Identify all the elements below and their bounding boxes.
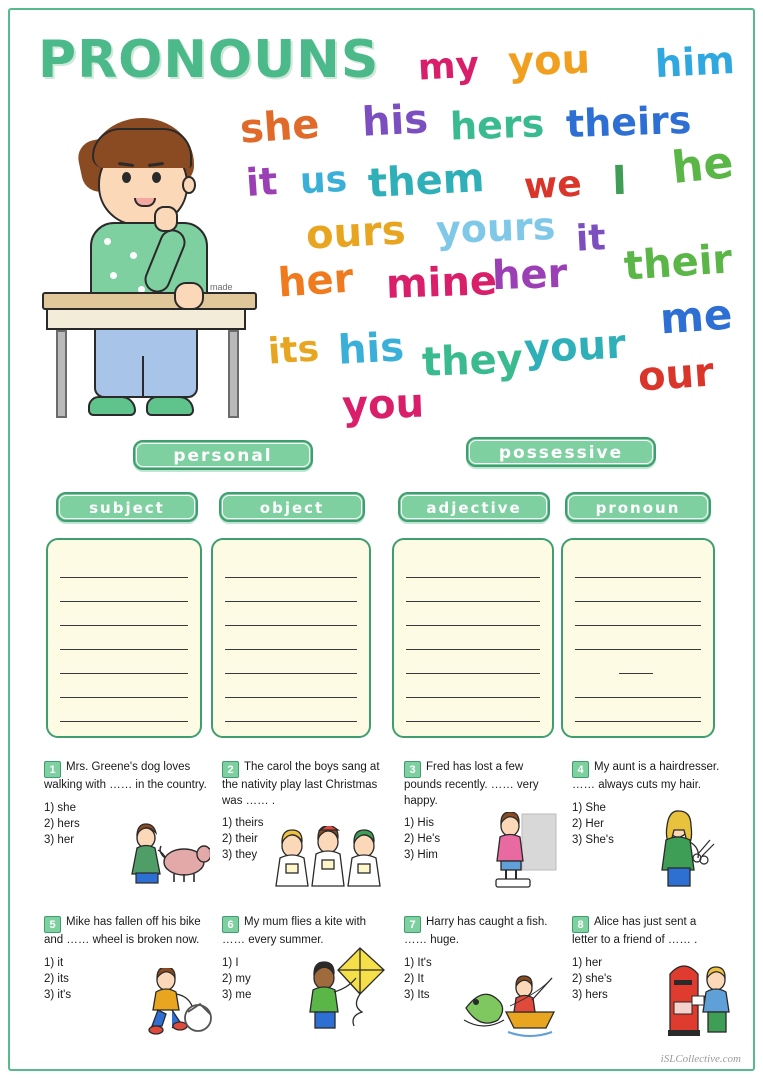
- cloud-word: I: [611, 157, 628, 205]
- exercise-question: [572, 915, 722, 949]
- exercise-option[interactable]: 2) my: [222, 972, 251, 985]
- exercise-option[interactable]: 3) it's: [44, 988, 72, 1001]
- exercise-option[interactable]: 3) Him: [404, 849, 438, 861]
- answer-line[interactable]: [60, 602, 188, 626]
- exercise-option[interactable]: 1) His: [404, 817, 435, 829]
- category-label: possessive: [469, 440, 653, 464]
- cloud-word: it: [574, 217, 607, 260]
- exercise-question: [222, 760, 388, 809]
- cloud-word: ours: [304, 207, 407, 259]
- answer-line[interactable]: [60, 674, 188, 698]
- cloud-word: you: [507, 36, 591, 86]
- answer-line[interactable]: [575, 602, 701, 626]
- exercise-option[interactable]: 2) its: [44, 972, 69, 985]
- category-header-personal: [133, 440, 313, 470]
- exercise-question-text: Alice has just sent a letter to a friend of …… .: [572, 916, 698, 946]
- answer-line[interactable]: [619, 650, 653, 674]
- answer-line[interactable]: [60, 626, 188, 650]
- exercise-option[interactable]: 3) hers: [572, 988, 608, 1001]
- exercise-option[interactable]: 2) their: [222, 833, 258, 845]
- cloud-word: his: [336, 324, 406, 374]
- exercise-number-badge: 5: [44, 916, 61, 933]
- exercise-option[interactable]: 2) Her: [572, 817, 604, 830]
- cloud-word: your: [522, 321, 627, 373]
- answer-line[interactable]: [60, 650, 188, 674]
- subcategory-header-object: [219, 492, 365, 522]
- exercise-option[interactable]: 3) her: [44, 833, 75, 846]
- source-credit: iSLCollective.com: [660, 1053, 741, 1065]
- cloud-word: our: [636, 349, 716, 401]
- subcategory-label: pronoun: [568, 495, 708, 519]
- fishing-boat-icon: [462, 962, 558, 1045]
- answer-line[interactable]: [225, 602, 357, 626]
- category-label: personal: [136, 443, 310, 467]
- cloud-word: me: [658, 289, 734, 344]
- cloud-word: him: [653, 37, 736, 87]
- subject-answers[interactable]: [46, 538, 202, 738]
- thinking-boy-illustration: [42, 110, 257, 430]
- answer-line[interactable]: [575, 554, 701, 578]
- exercise-number-badge: 3: [404, 761, 421, 778]
- exercise-question-text: My mum flies a kite with …… every summer.: [222, 916, 367, 946]
- answer-line[interactable]: [406, 698, 540, 722]
- answer-line[interactable]: [225, 674, 357, 698]
- exercise-question-text: The carol the boys sang at the nativity play last Christmas was …… .: [222, 761, 380, 807]
- exercise-option[interactable]: 1) I: [222, 956, 239, 969]
- exercise-option[interactable]: 1) It's: [404, 956, 432, 969]
- answer-line[interactable]: [60, 578, 188, 602]
- choir-children-icon: [272, 826, 388, 893]
- exercise-option[interactable]: 2) she's: [572, 972, 612, 985]
- woman-dog-icon: [124, 820, 210, 893]
- author-mark: made: [210, 282, 233, 292]
- exercise-question-text: Fred has lost a few pounds recently. …… very happy.: [404, 761, 539, 807]
- answer-line[interactable]: [406, 674, 540, 698]
- exercise-question-text: Mrs. Greene's dog loves walking with …… in the country.: [44, 761, 207, 791]
- cloud-word: its: [266, 328, 321, 373]
- exercise-number-badge: 8: [572, 916, 589, 933]
- exercise-option[interactable]: 1) theirs: [222, 817, 264, 829]
- answer-line[interactable]: [406, 578, 540, 602]
- answer-line[interactable]: [406, 650, 540, 674]
- exercise-option[interactable]: 1) she: [44, 801, 76, 814]
- cloud-word: us: [298, 158, 349, 203]
- cloud-word: yours: [435, 203, 557, 253]
- cloud-word: her: [276, 255, 355, 307]
- answer-line[interactable]: [225, 650, 357, 674]
- subcategory-label: object: [222, 495, 362, 519]
- cloud-word: my: [416, 44, 481, 89]
- exercise-question-text: My aunt is a hairdresser. …… always cuts my hair.: [572, 761, 720, 791]
- exercise-question: [404, 760, 562, 809]
- exercise-option[interactable]: 2) It: [404, 972, 424, 985]
- answer-line[interactable]: [225, 698, 357, 722]
- subcategory-label: adjective: [401, 495, 547, 519]
- cloud-word: mine: [385, 258, 498, 308]
- cloud-word: he: [669, 136, 736, 195]
- answer-line[interactable]: [225, 578, 357, 602]
- cloud-word: theirs: [565, 97, 693, 147]
- subcategory-header-adjective: [398, 492, 550, 522]
- answer-line[interactable]: [60, 554, 188, 578]
- answer-line[interactable]: [406, 554, 540, 578]
- cloud-word: they: [421, 336, 524, 386]
- cloud-word: his: [360, 96, 430, 146]
- answer-line[interactable]: [225, 626, 357, 650]
- exercise-option[interactable]: 2) hers: [44, 817, 80, 830]
- exercise-question-text: Mike has fallen off his bike and …… wheel is broken now.: [44, 916, 201, 946]
- kite-boy-icon: [298, 944, 390, 1039]
- exercise-option[interactable]: 3) they: [222, 849, 258, 861]
- woman-on-scale-icon: [488, 812, 558, 895]
- subcategory-header-subject: [56, 492, 198, 522]
- page-title: PRONOUNS: [38, 30, 380, 90]
- answer-line[interactable]: [575, 674, 701, 698]
- answer-line[interactable]: [575, 626, 701, 650]
- exercise-number-badge: 1: [44, 761, 61, 778]
- exercise-question: [404, 915, 562, 949]
- cloud-word: you: [341, 380, 425, 430]
- category-header-possessive: [466, 437, 656, 467]
- answer-line[interactable]: [406, 602, 540, 626]
- answer-line[interactable]: [575, 578, 701, 602]
- exercise-number-badge: 2: [222, 761, 239, 778]
- cloud-word: them: [366, 154, 486, 208]
- cloud-word: hers: [449, 101, 545, 149]
- answer-line[interactable]: [225, 554, 357, 578]
- object-answers[interactable]: [211, 538, 371, 738]
- exercise-option[interactable]: 3) She's: [572, 833, 614, 846]
- exercise-number-badge: 6: [222, 916, 239, 933]
- exercise-question: [44, 915, 212, 949]
- answer-line[interactable]: [60, 698, 188, 722]
- exercise-number-badge: 7: [404, 916, 421, 933]
- adjective-answers[interactable]: [392, 538, 554, 738]
- exercise-option[interactable]: 3) Its: [404, 988, 430, 1001]
- hairdresser-icon: [652, 810, 718, 895]
- cloud-word: her: [491, 250, 569, 300]
- pronoun-answers[interactable]: [561, 538, 715, 738]
- subcategory-header-pronoun: [565, 492, 711, 522]
- cloud-word: we: [522, 163, 583, 208]
- exercise-number-badge: 4: [572, 761, 589, 778]
- boy-bike-icon: [136, 968, 216, 1043]
- subcategory-label: subject: [59, 495, 195, 519]
- exercise-option[interactable]: 3) me: [222, 988, 252, 1001]
- exercise-option[interactable]: 1) her: [572, 956, 603, 969]
- cloud-word: their: [622, 236, 734, 290]
- exercise-question: [572, 760, 722, 794]
- exercise-option[interactable]: 1) She: [572, 801, 606, 814]
- answer-line[interactable]: [406, 626, 540, 650]
- postbox-icon: [666, 952, 738, 1049]
- cloud-word: it: [244, 158, 279, 206]
- exercise-option[interactable]: 2) He's: [404, 833, 441, 845]
- exercise-option[interactable]: 1) it: [44, 956, 64, 969]
- answer-line[interactable]: [575, 698, 701, 722]
- exercise-question: [44, 760, 212, 794]
- cloud-word: she: [238, 101, 321, 153]
- exercise-question-text: Harry has caught a fish. …… huge.: [404, 916, 548, 946]
